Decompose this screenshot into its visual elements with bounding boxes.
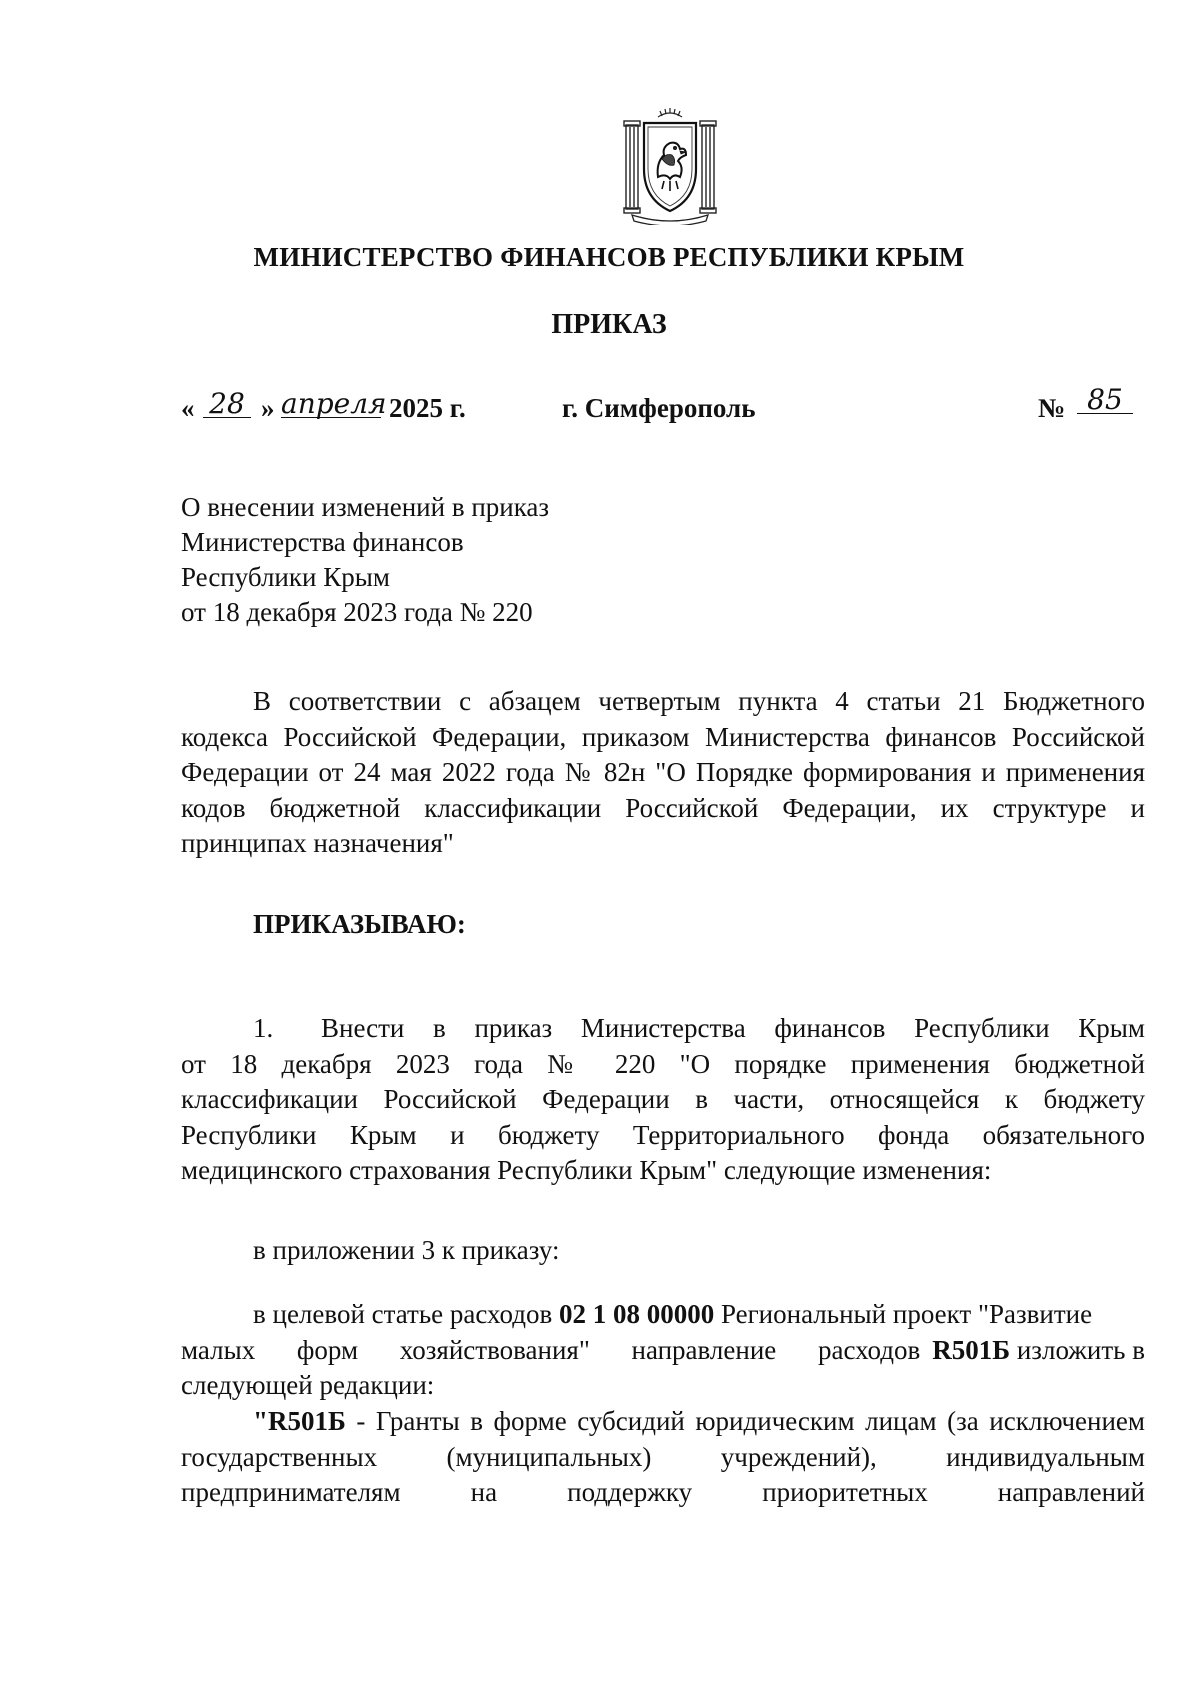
preamble-line: В соответствии с абзацем четвертым пункта 4 статьи 21 Бюджетного (253, 686, 1145, 716)
date-close-quote: » (261, 393, 275, 423)
date-month-handwritten: апреля (281, 387, 387, 420)
subject-line: Республики Крым (181, 562, 390, 592)
item-1-number: 1. (253, 1013, 274, 1043)
direction-code: R501Б (932, 1334, 1011, 1365)
document-subject (181, 490, 549, 630)
appendix-paragraph (181, 1233, 1145, 1269)
target-article-line-2 (181, 1333, 1145, 1369)
document-number-handwritten: 85 (1077, 387, 1133, 414)
date-open-quote: « (181, 393, 195, 423)
appendix-line: в приложении 3 к приказу: (253, 1235, 560, 1265)
preamble-line: принципах назначения" (181, 828, 454, 858)
item-1-first-line-text: Внести в приказ Министерства финансов Республики Крым (321, 1013, 1145, 1043)
ministry-name: МИНИСТЕРСТВО ФИНАНСОВ РЕСПУБЛИКИ КРЫМ (253, 242, 965, 272)
target-article-line-1 (181, 1297, 1145, 1333)
date-year: 2025 г. (389, 393, 466, 423)
new-wording-first-line (181, 1404, 1145, 1440)
new-wording-first-line-rest: - Гранты в форме субсидий юридическим лицам (за исключением (345, 1406, 1145, 1436)
item-1-line: медицинского страхования Республики Крым" следующие изменения: (181, 1155, 992, 1185)
preamble-line: кодов бюджетной классификации Российской Федерации, их структуре и (181, 792, 1145, 823)
document-type-title: ПРИКАЗ (551, 309, 667, 340)
target-article-paragraph (181, 1297, 1145, 1404)
target-article-mid: Региональный проект "Развитие (714, 1299, 1093, 1329)
target-article-prefix: в целевой статье расходов (253, 1299, 559, 1329)
item-1-paragraph (181, 1011, 1145, 1189)
crimea-coat-of-arms-icon (622, 107, 718, 225)
preamble-line: кодекса Российской Федерации, приказом Министерства финансов Российской (181, 721, 1145, 752)
target-article-line2-prefix: малых форм хозяйствования" направление расходов (181, 1334, 921, 1365)
new-wording-paragraph (181, 1404, 1145, 1511)
item-1-first-line (181, 1011, 1145, 1047)
order-word-heading: ПРИКАЗЫВАЮ: (253, 909, 466, 939)
dateline (181, 383, 1145, 433)
target-article-line2-suffix: изложить в (1010, 1334, 1145, 1365)
preamble-line: Федерации от 24 мая 2022 года № 82н "О Порядке формирования и применения (181, 757, 1145, 787)
subject-line: Министерства финансов (181, 527, 464, 557)
date-day-handwritten: 28 (203, 391, 251, 418)
new-wording-code: "R501Б (253, 1406, 346, 1436)
subject-line: О внесении изменений в приказ (181, 492, 550, 522)
new-wording-line: государственных (муниципальных) учреждений), индивидуальным (181, 1441, 1145, 1472)
document-city: г. Симферополь (562, 393, 756, 423)
new-wording-line: предпринимателям на поддержку приоритетных направлений (181, 1477, 1145, 1507)
target-article-line-3: следующей редакции: (181, 1370, 435, 1400)
item-1-line: от 18 декабря 2023 года № 220 "О порядке применения бюджетной (181, 1048, 1145, 1079)
item-1-line: классификации Российской Федерации в части, относящейся к бюджету (181, 1084, 1145, 1114)
subject-line: от 18 декабря 2023 года № 220 (181, 597, 533, 627)
item-1-line: Республики Крым и бюджету Территориального фонда обязательного (181, 1119, 1145, 1150)
number-sign: № (1038, 393, 1066, 423)
preamble-paragraph (181, 684, 1145, 862)
target-article-code: 02 1 08 00000 (558, 1299, 715, 1329)
